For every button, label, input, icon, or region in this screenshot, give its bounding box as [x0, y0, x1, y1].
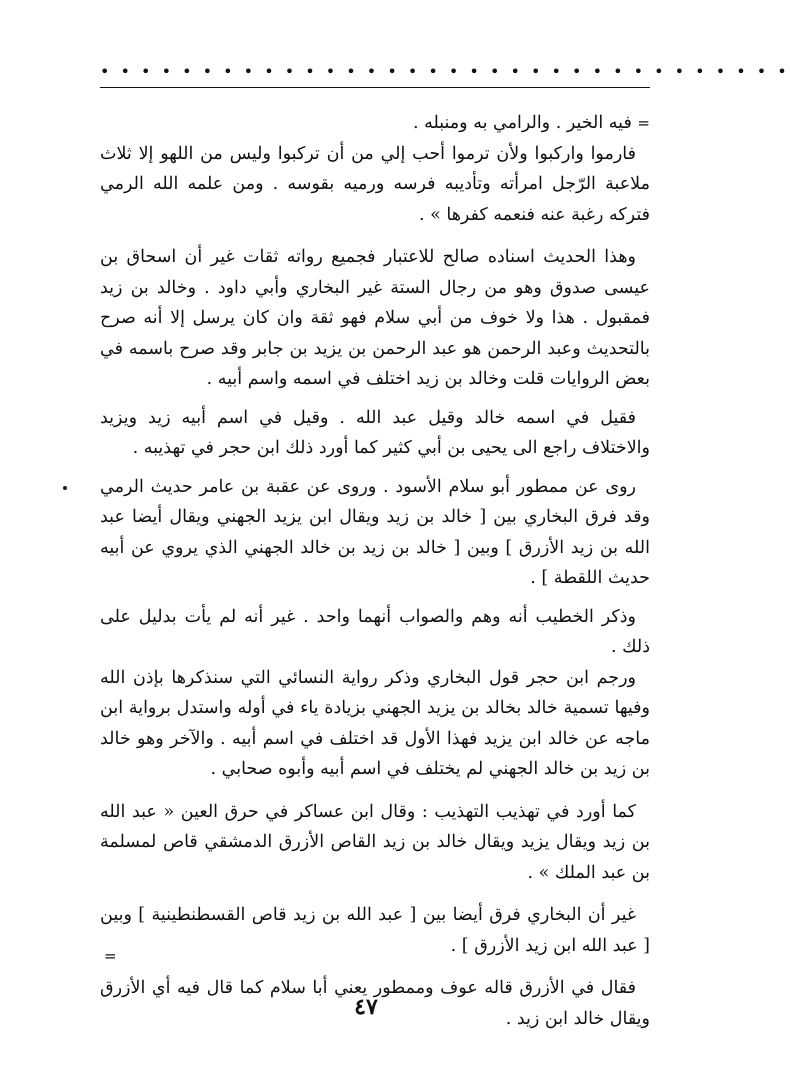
paragraph-1-continued: فارموا واركبوا ولأن ترموا أحب إلي من أن تركبوا وليس من اللهو إلا ثلاث ملاعبة الرّجل امرأته وتأديبه فرسه ورميه بقوسه . ومن علمه الله الرمي فتركه رغبة عنه فنعمه كفرها » .	[100, 143, 650, 225]
continuation-mark-top: =	[637, 114, 650, 132]
footnote-text	[100, 108, 650, 1034]
paragraph-4: روى عن ممطور أبو سلام الأسود . وروى عن عقبة بن عامر حديث الرمي وقد فرق البخاري بين [ خالد بن زيد ويقال ابن يزيد الجهني ويقال أيضا عبد الله بن زيد الأزرق ] وبين [ خالد بن زيد بن خالد الجهني الذي يروي عن أبيه حديث اللقطة ] .	[100, 476, 650, 588]
paragraph-1	[100, 108, 650, 139]
page-number: ٤٧	[354, 994, 378, 1020]
paragraph-5: وذكر الخطيب أنه وهم والصواب أنهما واحد . غير أنه لم يأت بدليل على ذلك .	[100, 606, 650, 657]
continuation-mark-bottom: =	[104, 947, 117, 965]
paragraph-2: وهذا الحديث اسناده صالح للاعتبار فجميع رواته ثقات غير أن اسحاق بن عيسى صدوق وهو من رجال الستة غير البخاري وأبي داود . وخالد بن زيد فمقبول . هذا ولا خوف من أبي سلام فهو ثقة وان كان يرسل إلا أنه صرح بالتحديث وعبد الرحمن هو عبد الرحمن بن يزيد بن جابر وقد صرح باسمه في بعض الروايات قلت وخالد بن زيد اختلف في اسمه واسم أبيه .	[100, 247, 650, 389]
paragraph-3: فقيل في اسمه خالد وقيل عبد الله . وقيل في اسم أبيه زيد ويزيد والاختلاف راجع الى يحيى بن أبي كثير كما أورد ذلك ابن حجر في تهذيبه .	[100, 407, 650, 458]
paragraph-9: فقال في الأزرق قاله عوف وممطور يعني أبا سلام كما قال فيه أي الأزرق ويقال خالد ابن زيد .	[100, 978, 650, 1029]
paragraph-1-line-1: فيه الخير . والرامي به ومنبله .	[412, 113, 632, 133]
header-dot-rule: • • • • • • • • • • • • • • • • • • • • • • • • • • • • • • • • • •	[100, 62, 790, 81]
paragraph-6: ورجم ابن حجر قول البخاري وذكر رواية النسائي التي سنذكرها بإذن الله وفيها تسمية خالد بخالد بن يزيد الجهني بزيادة ياء في أوله واستدل برواية ابن ماجه عن خالد ابن يزيد فهذا الأول قد اختلف في اسم أبيه . والآخر وهو خالد بن زيد بن خالد الجهني لم يختلف في اسم أبيه وأبوه صحابي .	[100, 667, 650, 779]
margin-dot	[63, 486, 67, 490]
header-rule	[100, 87, 650, 88]
paragraph-8: غير أن البخاري فرق أيضا بين [ عبد الله بن زيد قاص القسطنطينية ] وبين [ عبد الله ابن زيد الأزرق ] .	[100, 905, 650, 956]
paragraph-7: كما أورد في تهذيب التهذيب : وقال ابن عساكر في حرق العين « عبد الله بن زيد ويقال يزيد ويقال خالد بن زيد القاص الأزرق الدمشقي قاص لمسلمة بن عبد الملك » .	[100, 801, 650, 883]
